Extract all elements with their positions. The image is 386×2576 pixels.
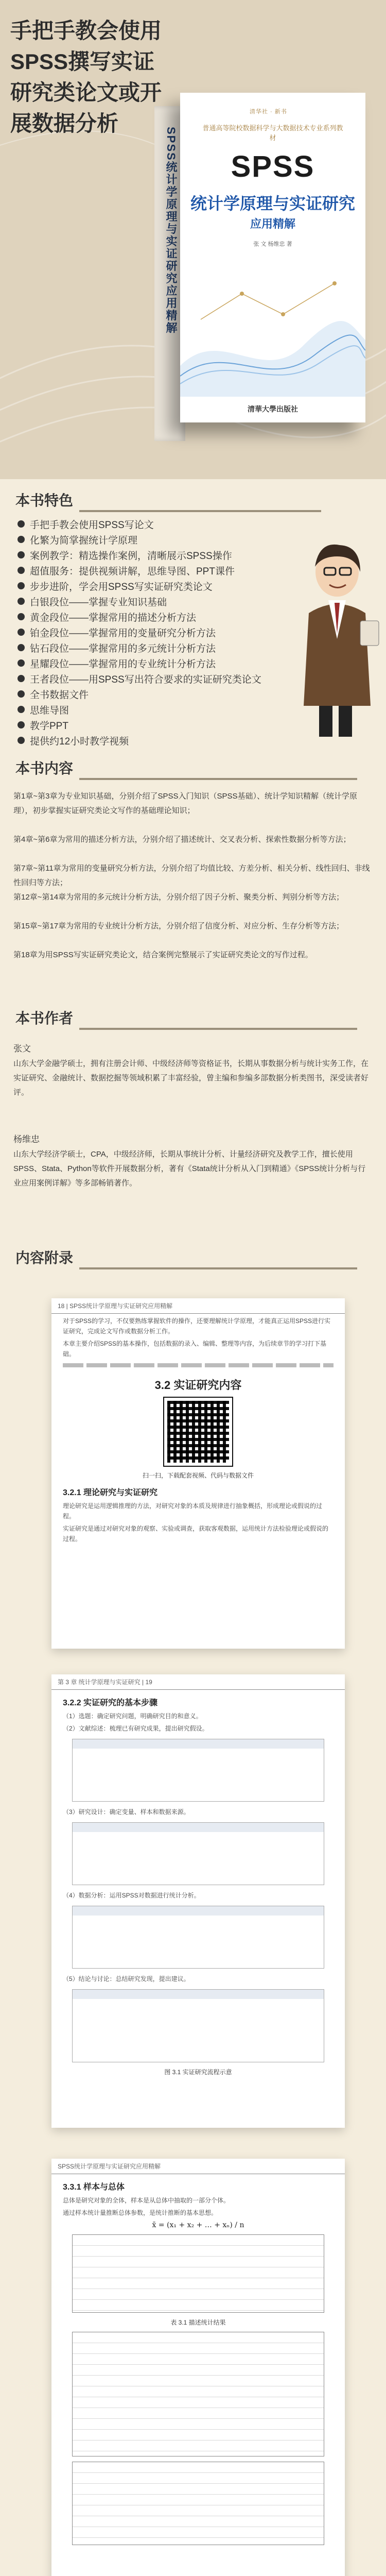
- feature-item: 钻石段位——掌握常用的多元统计分析方法: [17, 640, 285, 655]
- excerpt-text: （3）研究设计：确定变量、样本和数据来源。: [63, 1808, 190, 1816]
- excerpt-page-header: 第 3 章 统计学原理与实证研究 | 19: [51, 1674, 345, 1690]
- hero-title: 手把手教会使用SPSS撰写实证研究类论文或开展数据分析: [10, 19, 162, 135]
- content-paragraph: 第7章~第11章为常用的变量研究分析方法，分别介绍了均值比较、方差分析、相关分析、线性回归、非线性回归等方法；: [13, 864, 370, 887]
- cover-wave-art: [180, 263, 365, 397]
- qr-code-icon: [164, 1398, 232, 1466]
- cover-publisher: 清華大學出版社: [248, 405, 298, 413]
- bullet-icon: [17, 520, 25, 528]
- bullet-icon: [17, 721, 25, 728]
- inner-title-bar: [79, 1267, 357, 1269]
- excerpt-page-3: [51, 2159, 345, 2576]
- excerpt-table: [72, 2234, 324, 2313]
- feature-item: 步步进阶，学会用SPSS写实证研究类论文: [17, 578, 285, 594]
- inner-pages-header: [0, 1242, 386, 1288]
- features-list: [17, 516, 285, 748]
- authors-title: 本书作者: [15, 1010, 74, 1026]
- hero-banner: [0, 0, 386, 479]
- feature-item: 超值服务：提供视频讲解，思维导图、PPT课件: [17, 563, 285, 578]
- excerpt-text: 实证研究是通过对研究对象的观察、实验或调查，获取客观数据，运用统计方法检验理论或假说的过程。: [63, 1525, 329, 1543]
- content-title: 本书内容: [15, 760, 74, 776]
- excerpt-note: 扫一扫，下载配套视频、代码与数据文件: [142, 1472, 254, 1479]
- bullet-icon: [17, 536, 25, 543]
- excerpt-divider: [63, 1363, 334, 1367]
- bullet-icon: [17, 598, 25, 605]
- author-bio: 山东大学金融学硕士，拥有注册会计师、中级经济师等资格证书，长期从事数据分析与统计实务工作，在实证研究、金融统计、数据挖掘等领域积累了丰富经验，曾主编和参编多部数据分析类图书，深受读者好评。: [13, 1059, 369, 1097]
- excerpt-table-caption: 表 3.1 描述统计结果: [170, 2319, 226, 2326]
- bullet-icon: [17, 659, 25, 667]
- software-screenshot: [72, 1906, 324, 1969]
- bullet-icon: [17, 690, 25, 698]
- feature-item: 铂金段位——掌握常用的变量研究分析方法: [17, 624, 285, 640]
- software-screenshot: [72, 1739, 324, 1802]
- content-paragraph: 第18章为用SPSS写实证研究类论文，结合案例完整展示了实证研究类论文的写作过程。: [13, 951, 313, 959]
- feature-item: 星耀段位——掌握常用的专业统计分析方法: [17, 655, 285, 671]
- cover-authors: 张 文 杨维忠 著: [253, 241, 292, 247]
- feature-item: 思维导图: [17, 702, 285, 717]
- content-paragraph: 第15章~第17章为常用的专业统计分析方法，分别介绍了信度分析、对应分析、生存分析等方法；: [13, 922, 344, 930]
- features-title: 本书特色: [15, 493, 74, 509]
- cover-series: 普通高等院校数据科学与大数据技术专业系列教材: [202, 124, 343, 142]
- feature-item: 黄金段位——掌握常用的描述分析方法: [17, 609, 285, 624]
- excerpt-page-header: 18 | SPSS统计学原理与实证研究应用精解: [51, 1298, 345, 1314]
- feature-item: 白银段位——掌握专业知识基础: [17, 594, 285, 609]
- feature-item: 教学PPT: [17, 717, 285, 733]
- authors-title-bar: [79, 1028, 357, 1030]
- excerpt-text: （1）选题：确定研究问题，明确研究目的和意义。: [63, 1713, 202, 1720]
- feature-item: 王者段位——用SPSS写出符合要求的实证研究类论文: [17, 671, 285, 686]
- bullet-icon: [17, 675, 25, 682]
- excerpt-text: （2）文献综述：梳理已有研究成果，提出研究假设。: [63, 1725, 208, 1732]
- content-paragraph: 第4章~第6章为常用的描述分析方法，分别介绍了描述统计、交叉表分析、探索性数据分析等方法；: [13, 835, 351, 844]
- spine-title: SPSS统计学原理与实证研究应用精解: [165, 127, 178, 334]
- author-bio: 山东大学经济学硕士，CPA，中级经济师，长期从事统计分析、计量经济研究及教学工作，擅长使用SPSS、Stata、Python等软件开展数据分析，著有《Stata统计分析从入门到精通》《SPSS统计分析与行业应用案例详解》等多部畅销著作。: [13, 1150, 366, 1188]
- bullet-icon: [17, 551, 25, 558]
- content-paragraph: 第12章~第14章为常用的多元统计分析方法，分别介绍了因子分析、聚类分析、判别分析等方法；: [13, 893, 344, 902]
- inner-title: 内容附录: [15, 1250, 74, 1266]
- software-screenshot: [72, 1822, 324, 1885]
- features-section: [0, 479, 386, 747]
- book-cover-3d: [154, 77, 376, 459]
- excerpt-text: 本章主要介绍SPSS的基本操作，包括数据的录入、编辑、整理等内容，为后续章节的学习打下基础。: [63, 1340, 327, 1358]
- inner-header: [15, 1247, 357, 1269]
- authors-section: [0, 997, 386, 1242]
- feature-item: 案例教学：精选操作案例，清晰展示SPSS操作: [17, 547, 285, 563]
- bullet-icon: [17, 629, 25, 636]
- book-cover: [180, 93, 365, 422]
- feature-item: 全书数据文件: [17, 686, 285, 702]
- bullet-icon: [17, 644, 25, 651]
- cover-subtitle: 应用精解: [250, 217, 295, 230]
- cover-title-cn: 统计学原理与实证研究: [190, 194, 356, 213]
- content-paragraph: 第1章~第3章为专业知识基础，分别介绍了SPSS入门知识（SPSS基础）、统计学知识精解（统计学原理），初步掌握实证研究类论文写作的基础理论知识；: [13, 792, 357, 815]
- excerpt-subheading: 3.2.2 实证研究的基本步骤: [63, 1699, 158, 1707]
- cover-title-en: SPSS: [231, 150, 315, 183]
- excerpt-subheading: 3.3.1 样本与总体: [63, 2183, 125, 2192]
- content-section: [0, 747, 386, 997]
- excerpt-table: [72, 2332, 324, 2456]
- excerpt-text: 通过样本统计量推断总体参数，是统计推断的基本思想。: [63, 2209, 218, 2216]
- excerpt-text: （5）结论与讨论：总结研究发现，提出建议。: [63, 1975, 190, 1982]
- excerpt-text: 理论研究是运用逻辑推理的方法，对研究对象的本质及规律进行抽象概括，形成理论或假说的过程。: [63, 1502, 323, 1520]
- author-name: 杨维忠: [13, 1134, 40, 1144]
- authors-header: [15, 1007, 357, 1030]
- bullet-icon: [17, 567, 25, 574]
- feature-item: 化繁为简掌握统计学原理: [17, 532, 285, 547]
- bullet-icon: [17, 706, 25, 713]
- excerpt-heading: 3.2 实证研究内容: [154, 1379, 242, 1392]
- feature-item: 手把手教会使用SPSS写论文: [17, 516, 285, 532]
- software-screenshot: [72, 1989, 324, 2062]
- excerpt-page-header: SPSS统计学原理与实证研究应用精解: [51, 2159, 345, 2174]
- teacher-illustration: [288, 536, 381, 742]
- excerpt-text: 对于SPSS的学习，不仅要熟练掌握软件的操作，还要理解统计学原理，才能真正运用SPSS进行实证研究，完成论文写作或数据分析工作。: [63, 1317, 331, 1335]
- cover-brand: 清华社 · 新书: [250, 109, 287, 115]
- excerpt-formula: x̄ = (x₁ + x₂ + … + xₙ) / n: [152, 2221, 244, 2229]
- feature-item: 提供约12小时教学视频: [17, 733, 285, 748]
- excerpt-subheading: 3.2.1 理论研究与实证研究: [63, 1488, 158, 1497]
- bullet-icon: [17, 582, 25, 589]
- bullet-icon: [17, 613, 25, 620]
- excerpt-page-1: [51, 1298, 345, 1649]
- excerpt-figure-caption: 图 3.1 实证研究流程示意: [164, 2069, 232, 2076]
- bullet-icon: [17, 737, 25, 744]
- excerpt-table: [72, 2462, 324, 2545]
- content-title-bar: [79, 778, 357, 780]
- content-header: [15, 757, 357, 780]
- excerpt-text: （4）数据分析：运用SPSS对数据进行统计分析。: [63, 1892, 200, 1899]
- features-title-bar: [79, 510, 321, 512]
- features-header: [15, 489, 321, 512]
- excerpt-text: 总体是研究对象的全体，样本是从总体中抽取的一部分个体。: [63, 2197, 230, 2204]
- author-name: 张文: [13, 1044, 31, 1054]
- excerpt-page-2: [51, 1674, 345, 2128]
